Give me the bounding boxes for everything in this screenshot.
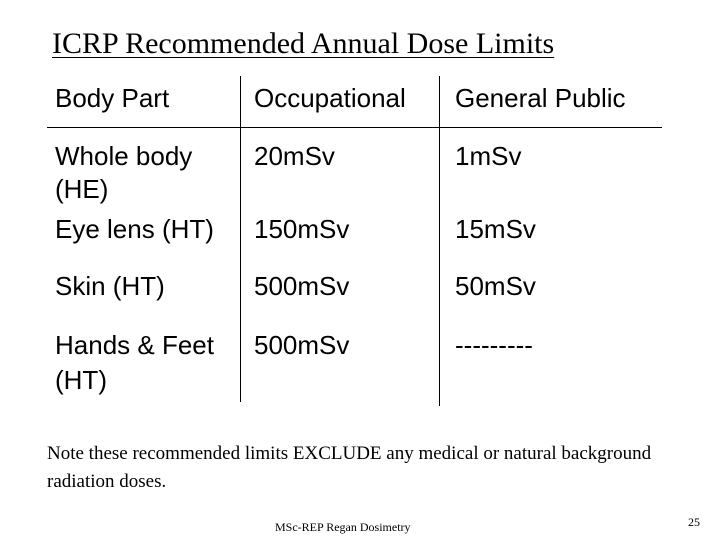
header-body-part: Body Part [55, 83, 170, 113]
row-skin-occupational: 500mSv [254, 271, 350, 301]
row-hands-feet-part-suffix: (HT) [55, 365, 107, 395]
footer-text: MSc-REP Regan Dosimetry [275, 520, 411, 534]
slide-title: ICRP Recommended Annual Dose Limits [52, 27, 555, 60]
row-eye-lens-part: Eye lens (HT) [55, 214, 214, 244]
row-whole-body-public: 1mSv [455, 141, 522, 171]
page-number: 25 [688, 515, 700, 529]
row-hands-feet-public: --------- [455, 330, 533, 360]
row-eye-lens-public: 15mSv [455, 214, 536, 244]
header-occupational: Occupational [254, 83, 406, 113]
row-whole-body-occupational: 20mSv [254, 141, 335, 171]
row-eye-lens-occupational: 150mSv [254, 214, 350, 244]
row-skin-part: Skin (HT) [55, 271, 165, 301]
row-whole-body-part: Whole body [55, 141, 193, 171]
column-divider-2 [439, 76, 440, 406]
header-general-public: General Public [455, 83, 626, 113]
note-text: Note these recommended limits EXCLUDE any medical or natural background radiation doses. [47, 443, 652, 492]
row-skin-public: 50mSv [455, 271, 536, 301]
column-divider-1 [240, 76, 241, 402]
row-hands-feet-occupational: 500mSv [254, 330, 350, 360]
row-hands-feet-part: Hands & Feet [55, 330, 214, 360]
row-whole-body-part-suffix: (HE) [55, 174, 109, 204]
header-underline [47, 127, 662, 128]
